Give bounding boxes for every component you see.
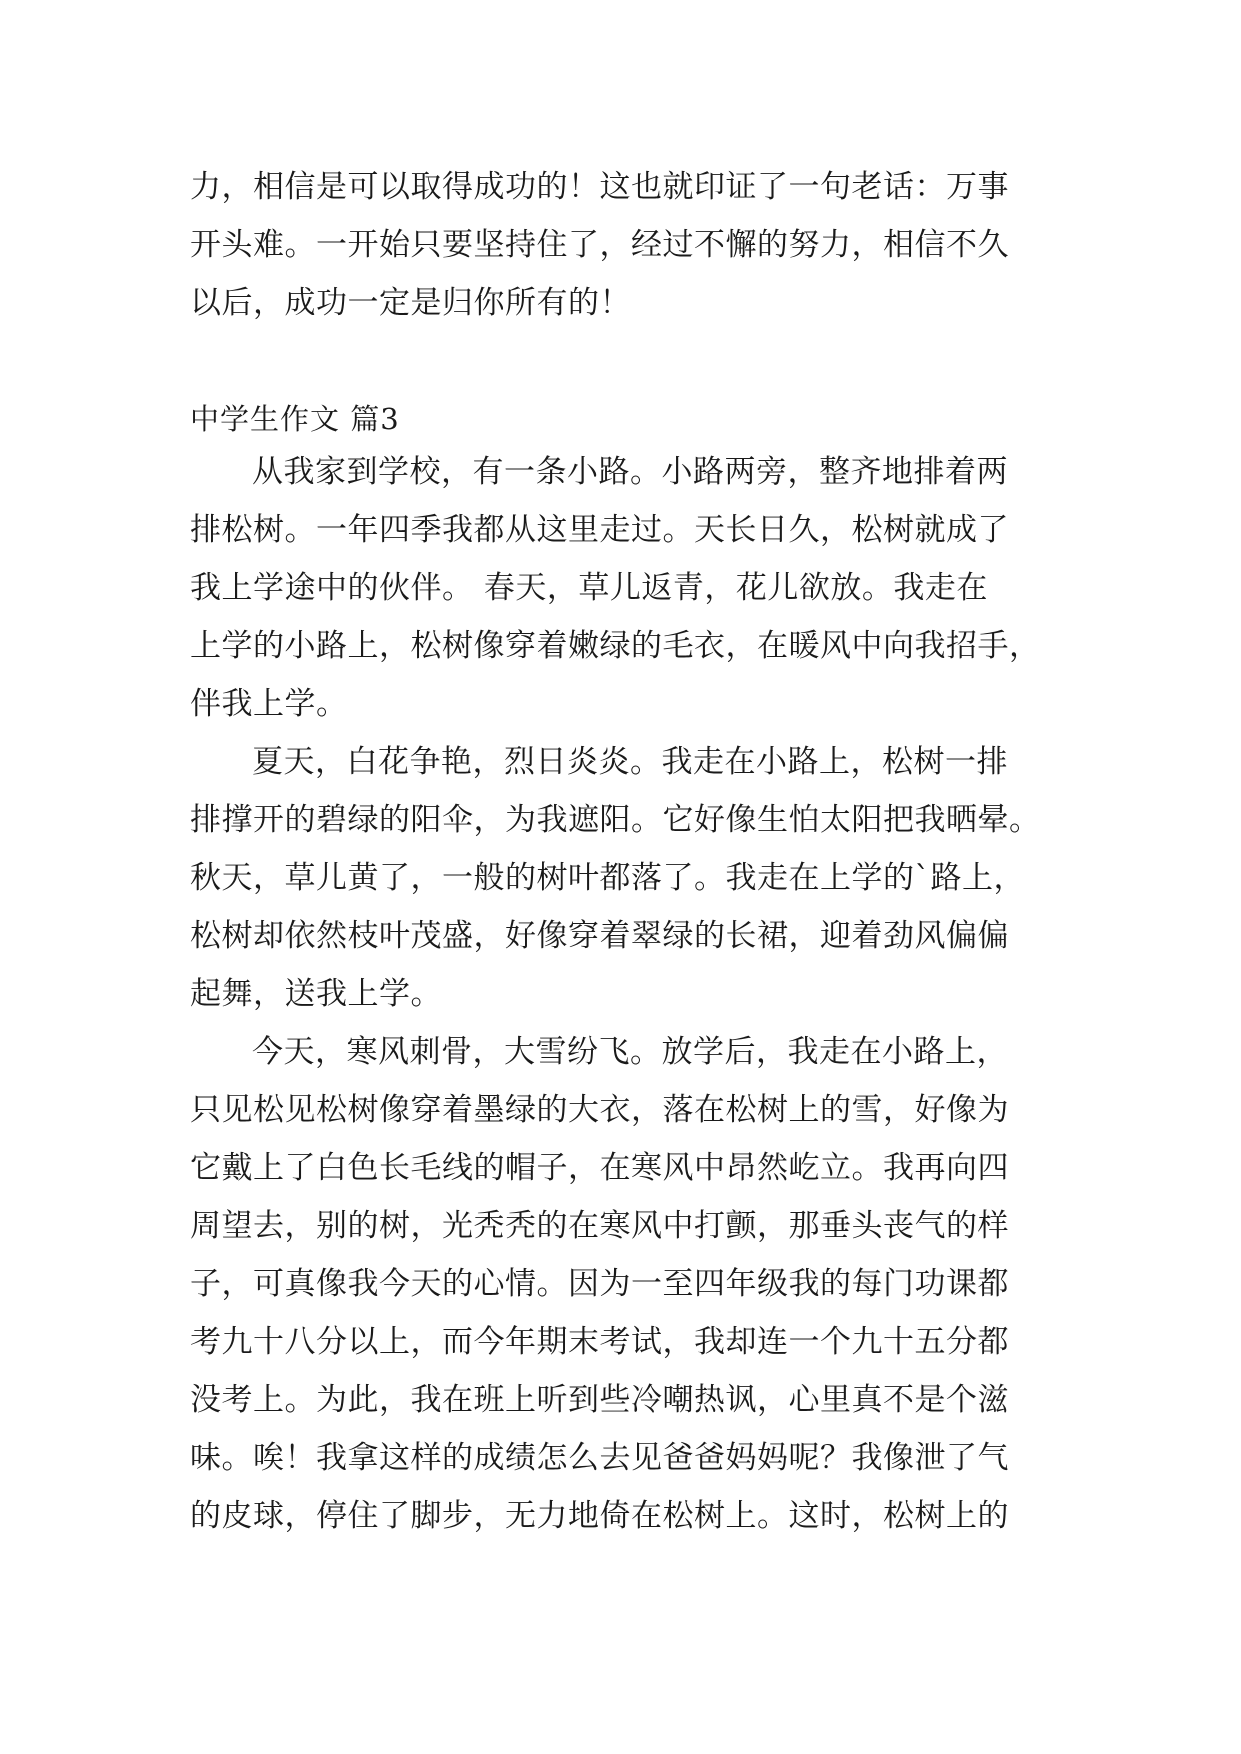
text-line: 秋天，草儿黄了，一般的树叶都落了。我走在上学的`路上， (190, 860, 1025, 896)
text-line: 今天，寒风刺骨，大雪纷飞。放学后，我走在小路上， (252, 1034, 1008, 1070)
text-line: 周望去，别的树，光秃秃的在寒风中打颤，那垂头丧气的样 (190, 1208, 1009, 1244)
text-line: 松树却依然枝叶茂盛，好像穿着翠绿的长裙，迎着劲风偏偏 (190, 918, 1009, 954)
text-line: 没考上。为此，我在班上听到些冷嘲热讽，心里真不是个滋 (190, 1382, 1009, 1418)
text-line: 以后，成功一定是归你所有的！ (190, 285, 631, 321)
text-line: 从我家到学校，有一条小路。小路两旁，整齐地排着两 (252, 454, 1008, 490)
text-line: 的皮球，停住了脚步，无力地倚在松树上。这时，松树上的 (190, 1498, 1009, 1534)
text-line: 味。唉！我拿这样的成绩怎么去见爸爸妈妈呢？我像泄了气 (190, 1440, 1009, 1476)
text-line: 考九十八分以上，而今年期末考试，我却连一个九十五分都 (190, 1324, 1009, 1360)
text-line: 开头难。一开始只要坚持住了，经过不懈的努力，相信不久 (190, 227, 1009, 263)
text-line: 排撑开的碧绿的阳伞，为我遮阳。它好像生怕太阳把我晒晕。 (190, 802, 1041, 838)
text-line: 上学的小路上，松树像穿着嫩绿的毛衣，在暖风中向我招手， (190, 628, 1041, 664)
text-line: 只见松见松树像穿着墨绿的大衣，落在松树上的雪，好像为 (190, 1092, 1009, 1128)
continuation-paragraph (190, 158, 1060, 332)
text-line: 伴我上学。 (190, 686, 348, 722)
section-title: 中学生作文 篇3 (190, 402, 400, 436)
text-line: 它戴上了白色长毛线的帽子，在寒风中昂然屹立。我再向四 (190, 1150, 1009, 1186)
text-line: 夏天，白花争艳，烈日炎炎。我走在小路上，松树一排 (252, 744, 1008, 780)
text-line: 子，可真像我今天的心情。因为一至四年级我的每门功课都 (190, 1266, 1009, 1302)
text-line: 我上学途中的伙伴。 春天，草儿返青，花儿欲放。我走在 (190, 570, 988, 606)
essay-body (190, 443, 1060, 1545)
text-line: 力，相信是可以取得成功的！这也就印证了一句老话：万事 (190, 169, 1009, 205)
text-line: 排松树。一年四季我都从这里走过。天长日久，松树就成了 (190, 512, 1009, 548)
text-line: 起舞，送我上学。 (190, 976, 442, 1012)
